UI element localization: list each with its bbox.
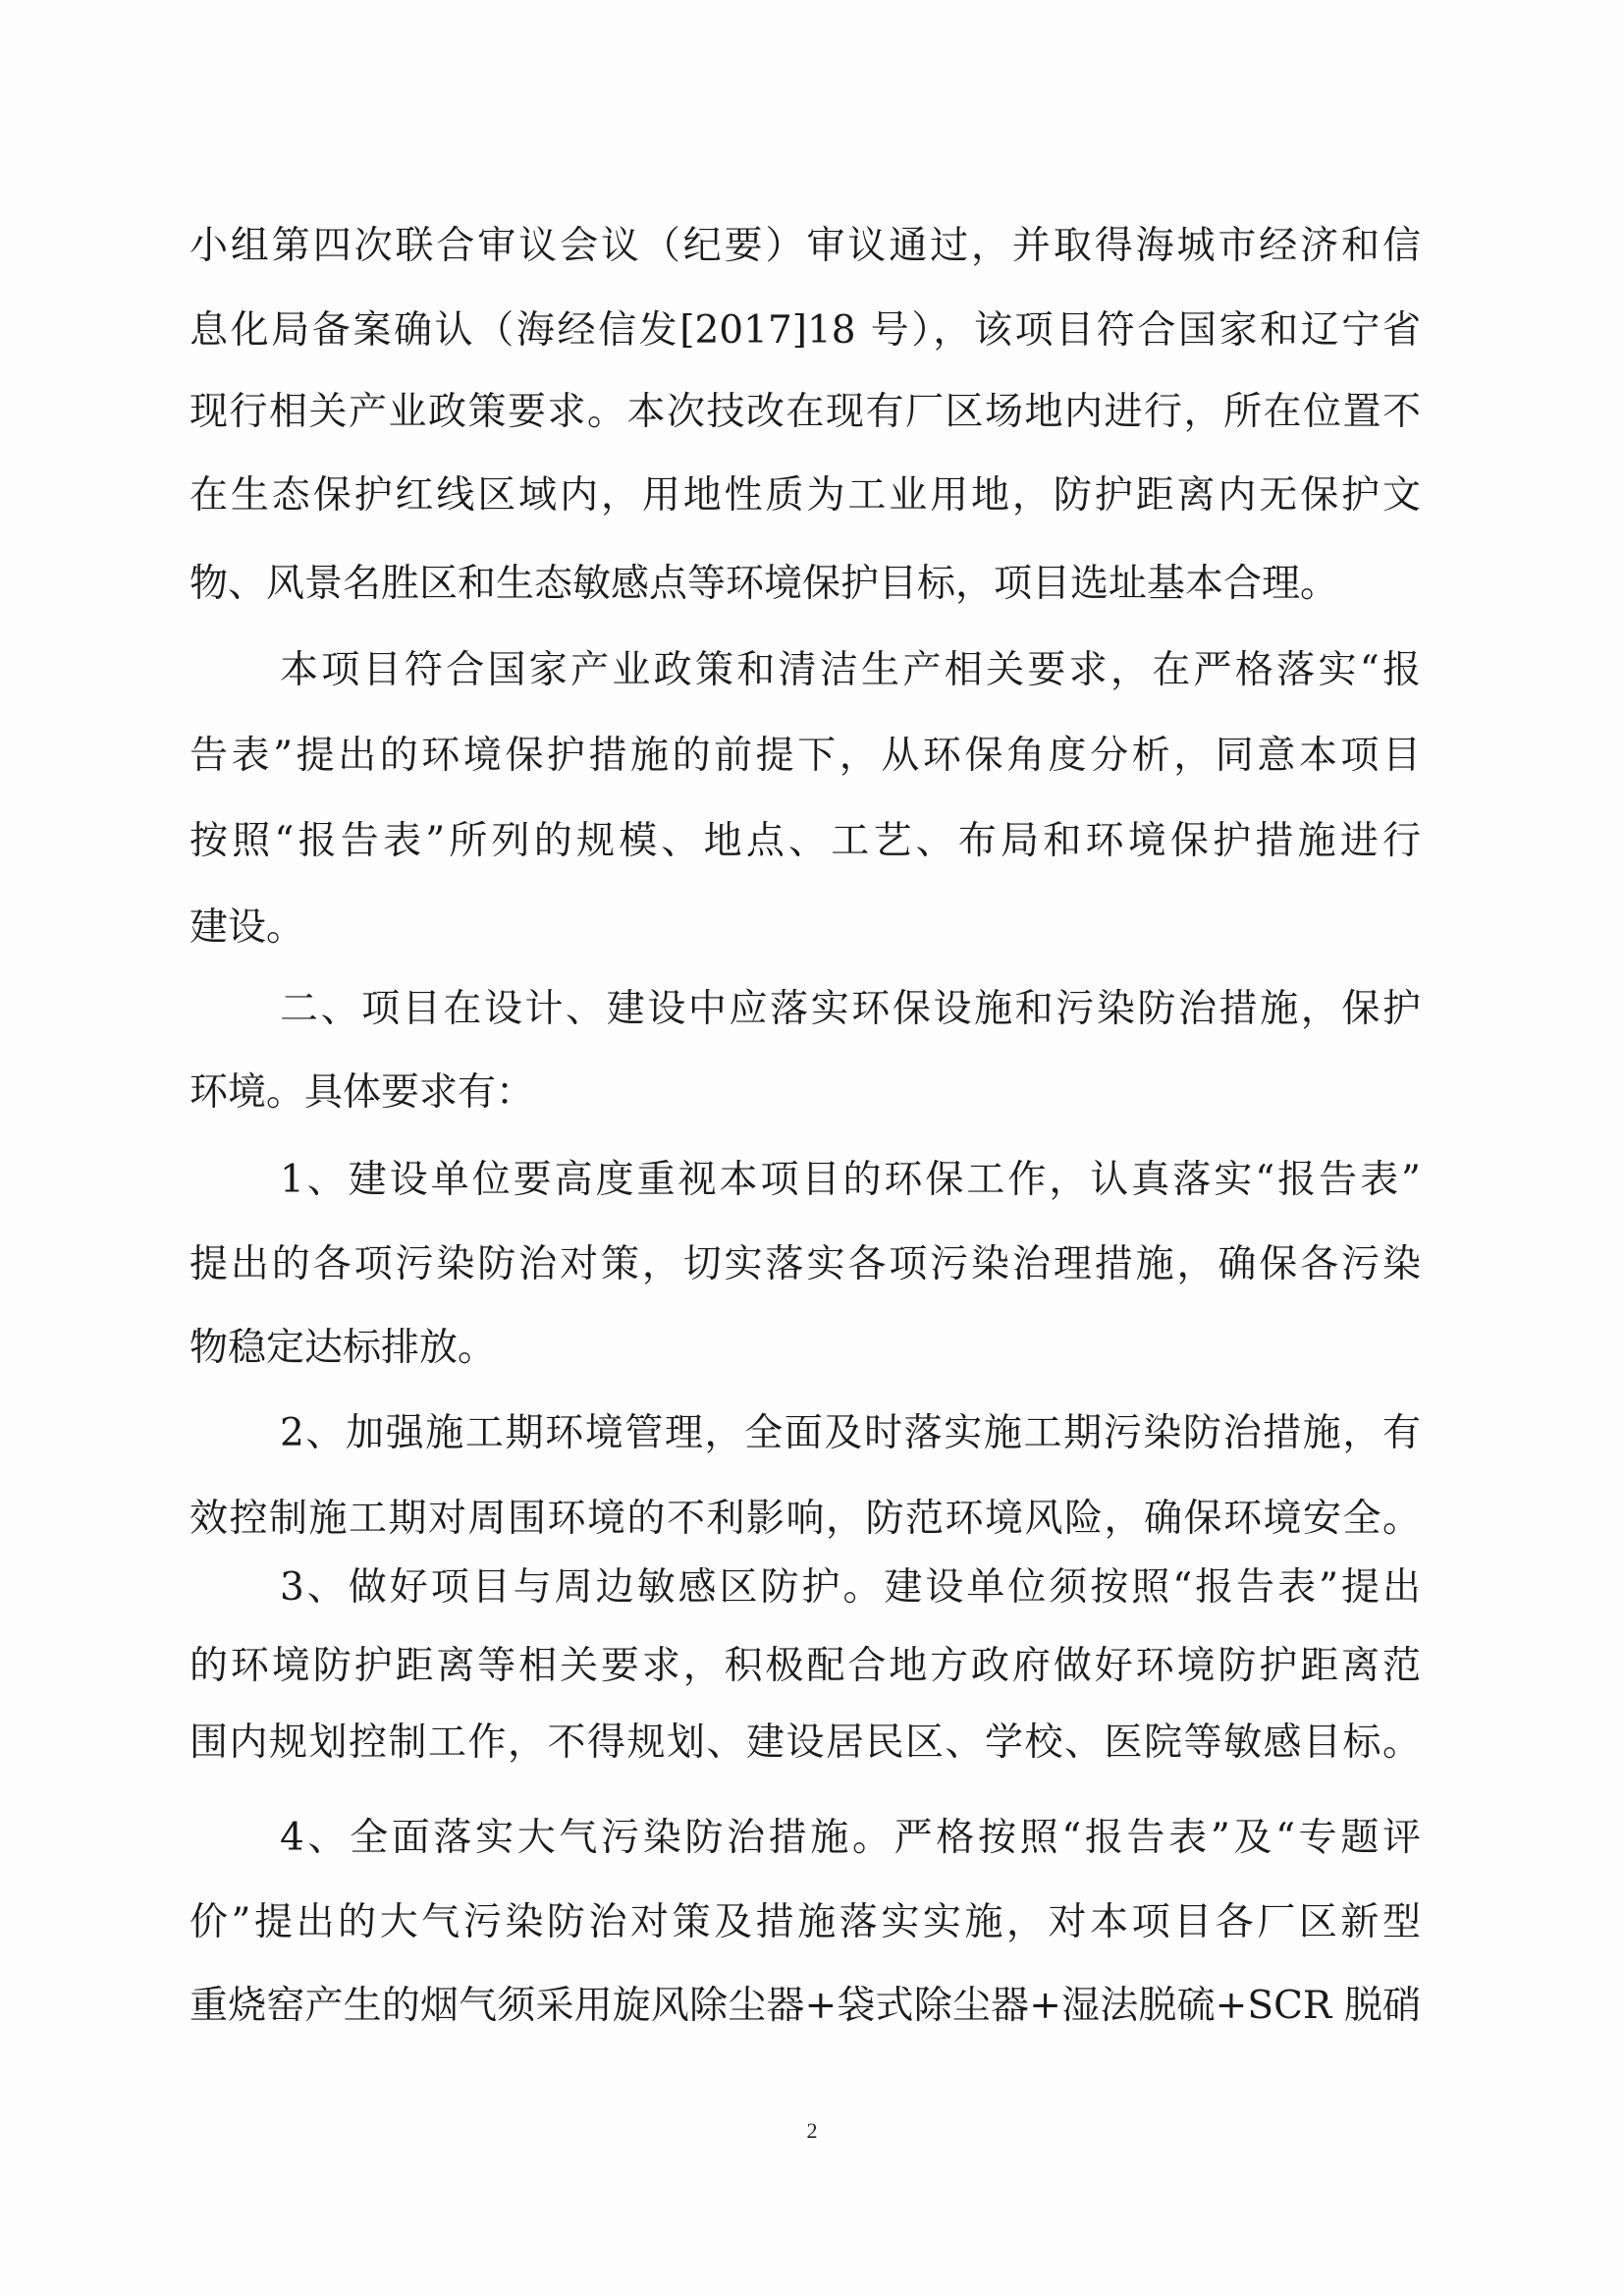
paragraph-line: 重烧窑产生的烟气须采用旋风除尘器+袋式除尘器+湿法脱硫+SCR 脱硝 bbox=[189, 1984, 1421, 2028]
page-number: 2 bbox=[806, 2118, 818, 2143]
paragraph-line: 在生态保护红线区域内，用地性质为工业用地，防护距离内无保护文 bbox=[189, 473, 1421, 518]
list-item-line: 1、建设单位要高度重视本项目的环保工作，认真落实“报告表” bbox=[280, 1158, 1421, 1202]
paragraph-line: 物、风景名胜区和生态敏感点等环境保护目标，项目选址基本合理。 bbox=[189, 562, 1339, 606]
paragraph-line: 现行相关产业政策要求。本次技改在现有厂区场地内进行，所在位置不 bbox=[189, 390, 1421, 434]
paragraph-line: 环境。具体要求有： bbox=[189, 1070, 535, 1115]
paragraph-line: 小组第四次联合审议会议（纪要）审议通过，并取得海城市经济和信 bbox=[189, 224, 1421, 268]
list-item-line: 4、全面落实大气污染防治措施。严格按照“报告表”及“专题评 bbox=[280, 1816, 1421, 1860]
paragraph-line: 价”提出的大气污染防治对策及措施落实实施，对本项目各厂区新型 bbox=[189, 1900, 1421, 1944]
paragraph-line: 物稳定达标排放。 bbox=[189, 1326, 497, 1370]
paragraph-line: 建设。 bbox=[189, 905, 305, 950]
paragraph-line: 效控制施工期对周围环境的不利影响，防范环境风险，确保环境安全。 bbox=[189, 1497, 1421, 1541]
paragraph-line: 的环境防护距离等相关要求，积极配合地方政府做好环境防护距离范 bbox=[189, 1644, 1421, 1688]
section-heading-line: 二、项目在设计、建设中应落实环保设施和污染防治措施，保护 bbox=[280, 987, 1421, 1031]
list-item-line: 2、加强施工期环境管理，全面及时落实施工期污染防治措施，有 bbox=[280, 1411, 1421, 1455]
paragraph-line: 息化局备案确认（海经信发[2017]18 号），该项目符合国家和辽宁省 bbox=[189, 308, 1421, 353]
paragraph-line: 本项目符合国家产业政策和清洁生产相关要求，在严格落实“报 bbox=[280, 648, 1421, 692]
list-item-line: 3、做好项目与周边敏感区防护。建设单位须按照“报告表”提出 bbox=[280, 1565, 1421, 1610]
paragraph-line: 提出的各项污染防治对策，切实落实各项污染治理措施，确保各污染 bbox=[189, 1242, 1421, 1286]
paragraph-line: 按照“报告表”所列的规模、地点、工艺、布局和环境保护措施进行 bbox=[189, 819, 1421, 863]
paragraph-line: 告表”提出的环境保护措施的前提下，从环保角度分析，同意本项目 bbox=[189, 734, 1421, 778]
paragraph-line: 围内规划控制工作，不得规划、建设居民区、学校、医院等敏感目标。 bbox=[189, 1721, 1421, 1765]
